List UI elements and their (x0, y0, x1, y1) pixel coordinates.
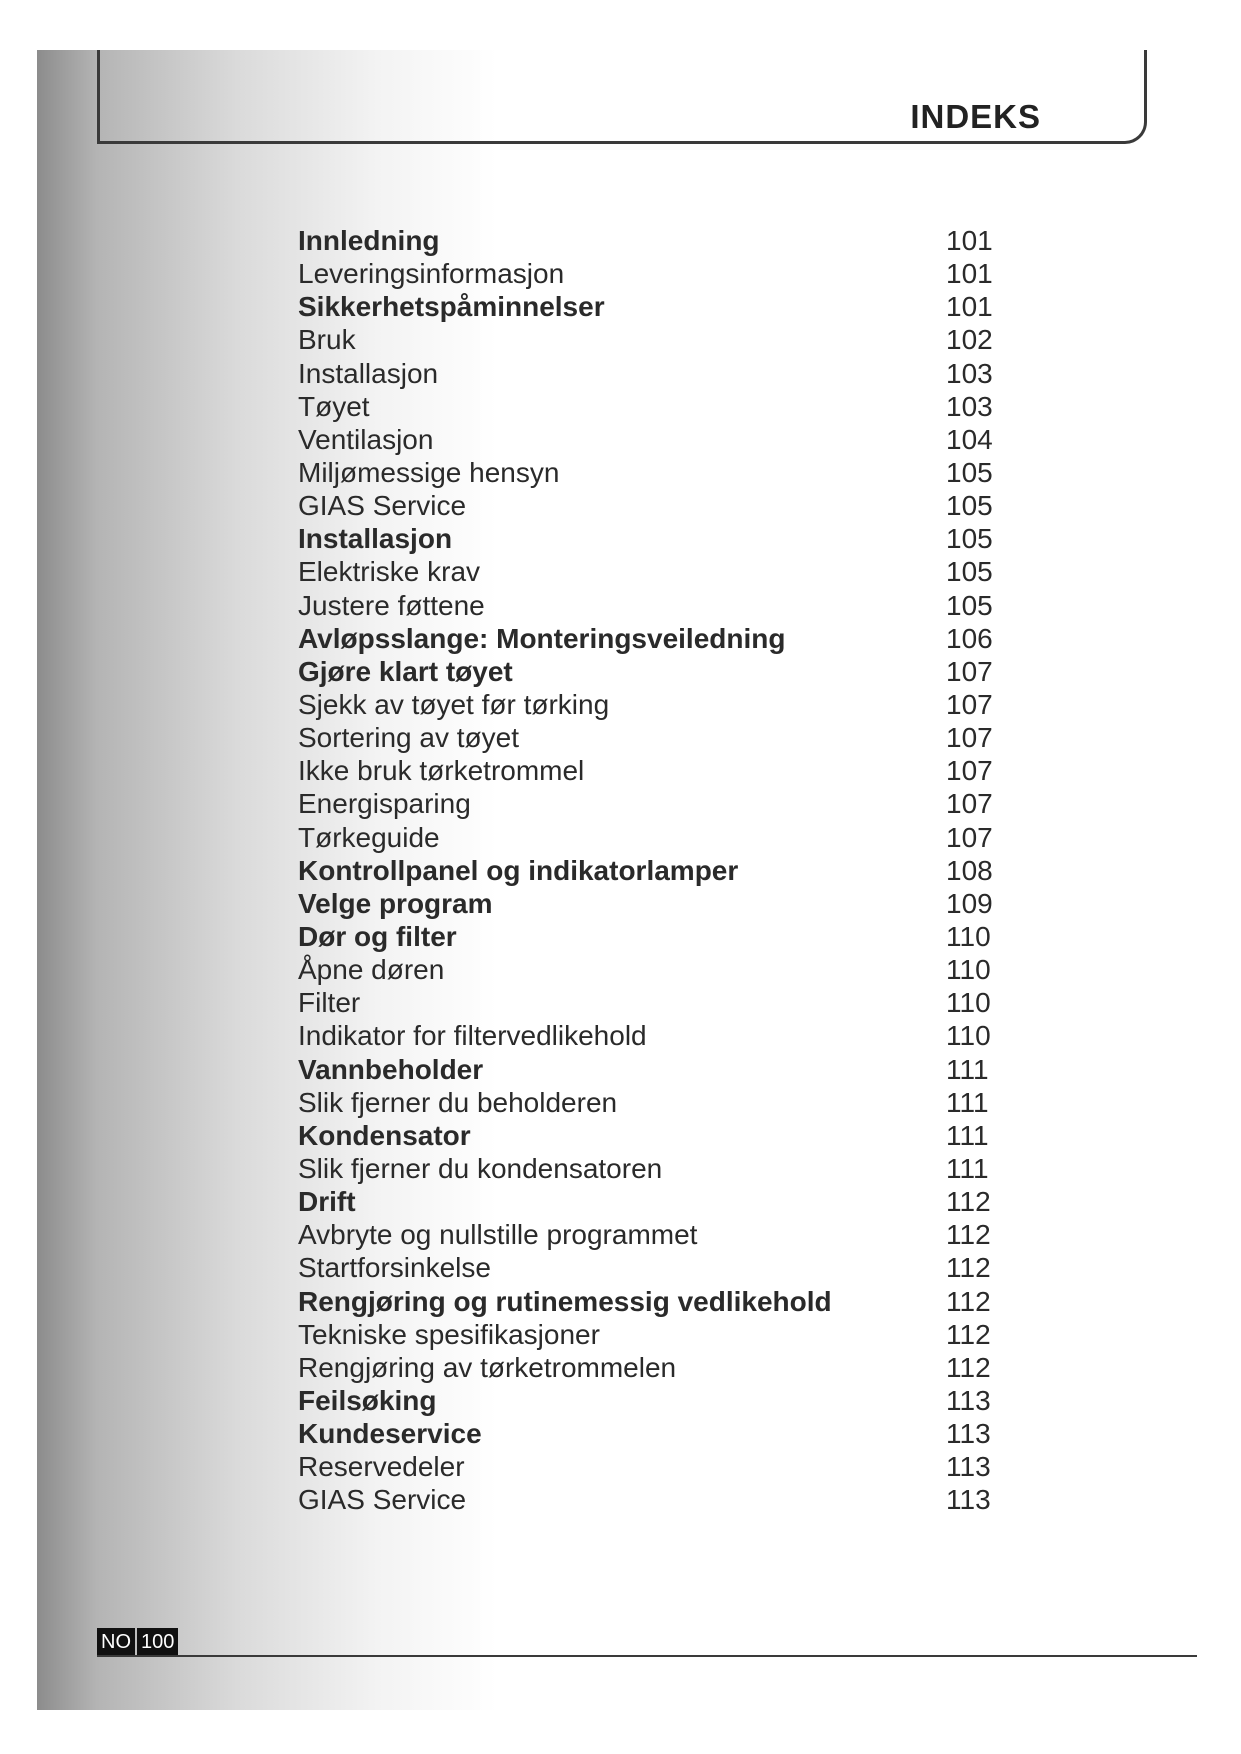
table-of-contents (298, 224, 998, 1516)
toc-entry-title: Avbryte og nullstille programmet (298, 1219, 698, 1251)
toc-entry-page: 111 (946, 1086, 989, 1118)
toc-entry-title: Installasjon (298, 523, 453, 555)
toc-entry[interactable] (298, 1185, 998, 1218)
toc-entry-page: 101 (946, 225, 993, 256)
toc-entry[interactable] (298, 1285, 998, 1318)
footer-page-badge (97, 1628, 180, 1656)
toc-entry-title: Rengjøring og rutinemessig vedlikehold (298, 1285, 832, 1317)
toc-entry-title: Velge program (298, 887, 493, 919)
toc-entry-title: Filter (298, 987, 361, 1019)
toc-entry-page: 103 (946, 390, 993, 422)
toc-entry-page: 107 (946, 688, 993, 720)
toc-entry-title: Reservedeler (298, 1451, 465, 1483)
toc-entry-title: Installasjon (298, 357, 439, 389)
toc-entry[interactable] (298, 655, 998, 688)
toc-entry-title: Miljømessige hensyn (298, 456, 560, 488)
toc-entry-title: Vannbeholder (298, 1053, 484, 1085)
toc-entry[interactable] (298, 754, 998, 787)
toc-entry-page: 109 (946, 887, 993, 919)
toc-entry-title: Justere føttene (298, 589, 485, 621)
toc-entry[interactable] (298, 821, 998, 854)
toc-entry-page: 104 (946, 423, 993, 455)
toc-entry[interactable] (298, 323, 998, 356)
toc-entry-page: 112 (946, 1186, 991, 1218)
toc-entry[interactable] (298, 953, 998, 986)
toc-entry-title: Sortering av tøyet (298, 722, 519, 754)
toc-entry[interactable] (298, 1086, 998, 1119)
toc-entry[interactable] (298, 887, 998, 920)
toc-entry-page: 107 (946, 755, 993, 787)
toc-entry[interactable] (298, 224, 998, 257)
toc-entry[interactable] (298, 1318, 998, 1351)
toc-entry-title: Slik fjerner du kondensatoren (298, 1152, 663, 1184)
toc-entry-page: 101 (946, 258, 993, 290)
toc-entry[interactable] (298, 423, 998, 456)
toc-entry-page: 101 (946, 291, 993, 323)
language-code: NO (97, 1628, 135, 1656)
toc-entry-title: Startforsinkelse (298, 1252, 491, 1284)
toc-entry-page: 111 (946, 1053, 989, 1085)
toc-entry-title: Energisparing (298, 788, 471, 820)
toc-entry-page: 105 (946, 589, 993, 621)
toc-entry[interactable] (298, 357, 998, 390)
footer-divider (97, 1655, 1197, 1657)
toc-entry[interactable] (298, 1119, 998, 1152)
toc-entry-title: GIAS Service (298, 1484, 467, 1516)
toc-entry-page: 112 (946, 1318, 991, 1350)
toc-entry-title: Kundeservice (298, 1418, 482, 1450)
toc-entry-title: Kondensator (298, 1119, 471, 1151)
toc-entry-page: 110 (946, 920, 991, 952)
toc-entry-page: 110 (946, 987, 991, 1019)
toc-entry-title: Dør og filter (298, 920, 457, 952)
toc-entry-page: 105 (946, 490, 993, 522)
toc-entry[interactable] (298, 1218, 998, 1251)
toc-entry-page: 111 (946, 1152, 989, 1184)
toc-entry-page: 105 (946, 523, 993, 555)
toc-entry-title: Drift (298, 1186, 356, 1218)
toc-entry-page: 107 (946, 821, 993, 853)
toc-entry[interactable] (298, 555, 998, 588)
toc-entry[interactable] (298, 1384, 998, 1417)
toc-entry-title: Åpne døren (298, 954, 445, 986)
toc-entry-title: Tøyet (298, 390, 370, 422)
toc-entry-page: 113 (946, 1484, 991, 1516)
toc-entry-title: Gjøre klart tøyet (298, 655, 513, 687)
toc-entry-title: GIAS Service (298, 490, 467, 522)
toc-entry-page: 112 (946, 1351, 991, 1383)
toc-entry[interactable] (298, 522, 998, 555)
toc-entry-page: 111 (946, 1119, 989, 1151)
toc-entry[interactable] (298, 1417, 998, 1450)
toc-entry-title: Sikkerhetspåminnelser (298, 291, 605, 323)
toc-entry-page: 102 (946, 324, 993, 356)
toc-entry[interactable] (298, 1351, 998, 1384)
toc-entry-title: Ikke bruk tørketrommel (298, 755, 585, 787)
toc-entry-page: 110 (946, 1020, 991, 1052)
toc-entry[interactable] (298, 1450, 998, 1483)
toc-entry-title: Slik fjerner du beholderen (298, 1086, 618, 1118)
toc-entry-page: 107 (946, 655, 993, 687)
toc-entry-title: Feilsøking (298, 1384, 437, 1416)
toc-entry-page: 113 (946, 1451, 991, 1483)
toc-entry-page: 112 (946, 1219, 991, 1251)
toc-entry-title: Kontrollpanel og indikatorlamper (298, 854, 739, 886)
toc-entry-page: 112 (946, 1252, 991, 1284)
toc-entry-page: 108 (946, 854, 993, 886)
toc-entry-title: Avløpsslange: Monteringsveiledning (298, 622, 786, 654)
toc-entry-title: Sjekk av tøyet før tørking (298, 688, 610, 720)
toc-entry-title: Bruk (298, 324, 356, 356)
toc-entry-title: Leveringsinformasjon (298, 258, 565, 290)
toc-entry[interactable] (298, 1152, 998, 1185)
toc-entry-page: 112 (946, 1285, 991, 1317)
toc-entry[interactable] (298, 721, 998, 754)
toc-entry-title: Tekniske spesifikasjoner (298, 1318, 600, 1350)
toc-entry[interactable] (298, 1053, 998, 1086)
toc-entry-page: 106 (946, 622, 993, 654)
toc-entry-page: 105 (946, 556, 993, 588)
toc-entry[interactable] (298, 456, 998, 489)
toc-entry-title: Tørkeguide (298, 821, 440, 853)
toc-entry-title: Innledning (298, 225, 440, 256)
toc-entry-page: 113 (946, 1418, 991, 1450)
toc-entry-page: 103 (946, 357, 993, 389)
toc-entry[interactable] (298, 1483, 998, 1516)
toc-entry[interactable] (298, 589, 998, 622)
toc-entry-page: 113 (946, 1384, 991, 1416)
toc-entry-page: 105 (946, 456, 993, 488)
toc-entry-title: Ventilasjon (298, 423, 434, 455)
toc-entry-title: Elektriske krav (298, 556, 481, 588)
toc-entry-page: 107 (946, 722, 993, 754)
toc-entry-title: Indikator for filtervedlikehold (298, 1020, 647, 1052)
toc-entry[interactable] (298, 787, 998, 820)
toc-entry[interactable] (298, 390, 998, 423)
toc-entry-page: 107 (946, 788, 993, 820)
toc-entry[interactable] (298, 854, 998, 887)
toc-entry[interactable] (298, 290, 998, 323)
toc-entry-title: Rengjøring av tørketrommelen (298, 1351, 677, 1383)
page-number: 100 (137, 1628, 178, 1656)
toc-entry[interactable] (298, 622, 998, 655)
toc-entry[interactable] (298, 257, 998, 290)
toc-entry[interactable] (298, 688, 998, 721)
page-title: INDEKS (910, 98, 1041, 135)
toc-entry[interactable] (298, 489, 998, 522)
toc-entry[interactable] (298, 1019, 998, 1052)
toc-entry[interactable] (298, 920, 998, 953)
toc-entry[interactable] (298, 1251, 998, 1284)
toc-entry[interactable] (298, 986, 998, 1019)
toc-entry-page: 110 (946, 954, 991, 986)
